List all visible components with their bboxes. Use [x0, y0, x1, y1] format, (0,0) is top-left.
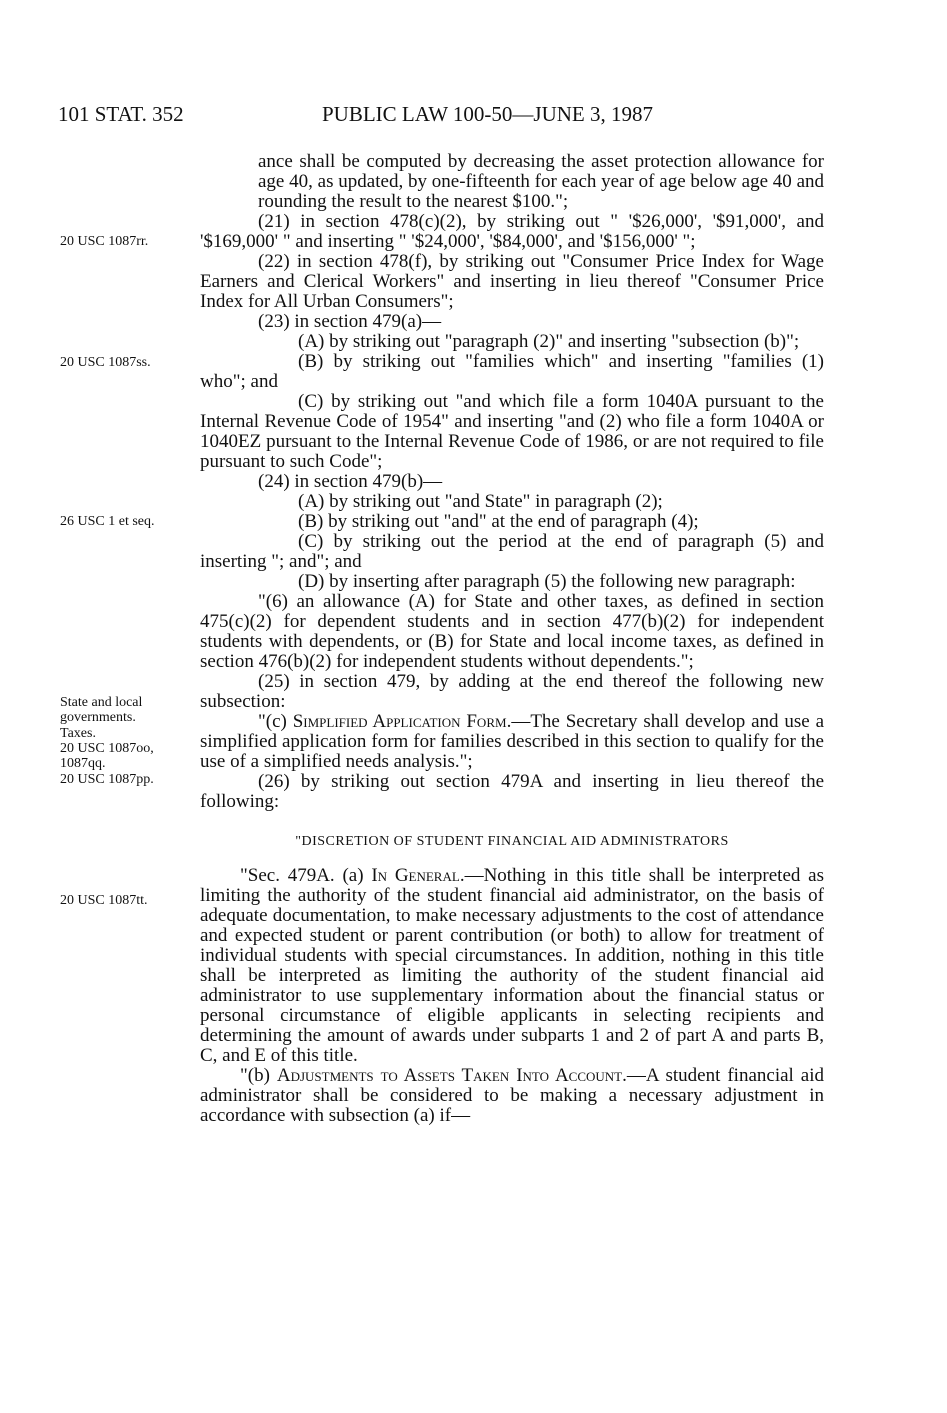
paragraph-24-d: (D) by inserting after paragraph (5) the following new paragraph: — [298, 571, 796, 592]
margin-note-usc-26: 26 USC 1 et seq. — [60, 514, 155, 529]
section-heading: "DISCRETION OF STUDENT FINANCIAL AID ADMINISTRATORS — [295, 834, 729, 849]
margin-note-taxes: Taxes. — [60, 726, 96, 741]
paragraph-22: (22) in section 478(f), by striking out "Consumer Price Index for Wage Earners and Clerical Workers" and inserting in lieu thereof "Consumer Price Index for All Urban Consumers"; — [200, 251, 824, 312]
paragraph-23-c: (C) by striking out "and which file a form 1040A pursuant to the Internal Revenue Code of 1954" and inserting "and (2) who file a form 1040A or 1040EZ pursuant to the Internal Revenue Code of 1986, or are not required to file pursuant to such Code"; — [200, 391, 824, 472]
paragraph-new-6: "(6) an allowance (A) for State and other taxes, as defined in section 475(c)(2) for dependent students and in section 477(b)(2) for independent students with dependents, or (B) for State and local income taxes, as defined in section 476(b)(2) for independent students without dependents."; — [200, 591, 824, 672]
paragraph-24-c: (C) by striking out the period at the end of paragraph (5) and inserting "; and"; and — [200, 531, 824, 572]
margin-note-usc-1087rr: 20 USC 1087rr. — [60, 234, 149, 249]
subsection-b-heading: Adjustments to Assets Taken Into Account — [276, 1065, 623, 1086]
paragraph-subsection-c — [200, 712, 824, 772]
margin-note-usc-1087oo: 20 USC 1087oo, 1087qq. — [60, 741, 154, 771]
paragraph-23-a: (A) by striking out "paragraph (2)" and inserting "subsection (b)"; — [298, 331, 800, 352]
paragraph-subsection-b — [200, 1066, 824, 1126]
body-column — [200, 152, 824, 1126]
subsection-c-text: .—The Secretary shall develop and use a simplified application form for families described in this section to qualify for the use of a simplified needs analysis."; — [200, 711, 825, 772]
page-stat-number: 101 STAT. 352 — [58, 102, 184, 126]
paragraph-23: (23) in section 479(a)— — [258, 311, 442, 332]
margin-note-usc-1087pp: 20 USC 1087pp. — [60, 772, 154, 787]
sec-479a-lead: "Sec. 479A. (a) — [240, 865, 372, 886]
margin-note-state-local: State and local governments. — [60, 695, 143, 725]
paragraph-24-b: (B) by striking out "and" at the end of paragraph (4); — [298, 511, 699, 532]
paragraph-24-a: (A) by striking out "and State" in paragraph (2); — [298, 491, 663, 512]
paragraph-23-b: (B) by striking out "families which" and inserting "families (1) who"; and — [200, 351, 824, 392]
margin-note-usc-1087ss: 20 USC 1087ss. — [60, 355, 151, 370]
paragraph-asset-protection: ance shall be computed by decreasing the asset protection allowance for age 40, as updated, by one-fifteenth for each year of age below age 40 and rounding the result to the nearest $100."; — [258, 151, 824, 212]
sec-479a-text: .—Nothing in this title shall be interpreted as limiting the authority of the student financial aid administrator, on the basis of adequate documentation, to make necessary adjustments to the cost of attendance and expected student or parent contribution (or both) to allow for treatment of individual students with special circumstances. In addition, nothing in this title shall be interpreted as limiting the authority of the student financial aid administrator to use supplementary information about the financial status or personal circumstance of eligible applicants in selecting recipients and determining the amount of awards under subparts 1 and 2 of part A and parts B, C, and E of this title. — [200, 865, 824, 1066]
paragraph-sec-479a — [200, 866, 824, 1066]
subsection-c-lead: "(c) — [258, 711, 293, 732]
paragraph-25: (25) in section 479, by adding at the end thereof the following new subsection: — [200, 671, 824, 712]
paragraph-21: (21) in section 478(c)(2), by striking out " '$26,000', '$91,000', and '$169,000' " and inserting " '$24,000', '$84,000', and '$156,000' "; — [200, 211, 824, 252]
subsection-c-heading: Simplified Application Form — [292, 711, 507, 732]
paragraph-26: (26) by striking out section 479A and inserting in lieu thereof the following: — [200, 771, 824, 812]
subsection-b-text: .—A student financial aid administrator shall be considered to be making a necessary adjustment in accordance with subsection (a) if— — [200, 1065, 824, 1126]
sec-479a-heading: In General — [371, 865, 460, 886]
margin-note-usc-1087tt: 20 USC 1087tt. — [60, 893, 148, 908]
subsection-b-lead: "(b) — [240, 1065, 277, 1086]
paragraph-24: (24) in section 479(b)— — [258, 471, 443, 492]
page-running-head: PUBLIC LAW 100-50—JUNE 3, 1987 — [322, 102, 654, 126]
